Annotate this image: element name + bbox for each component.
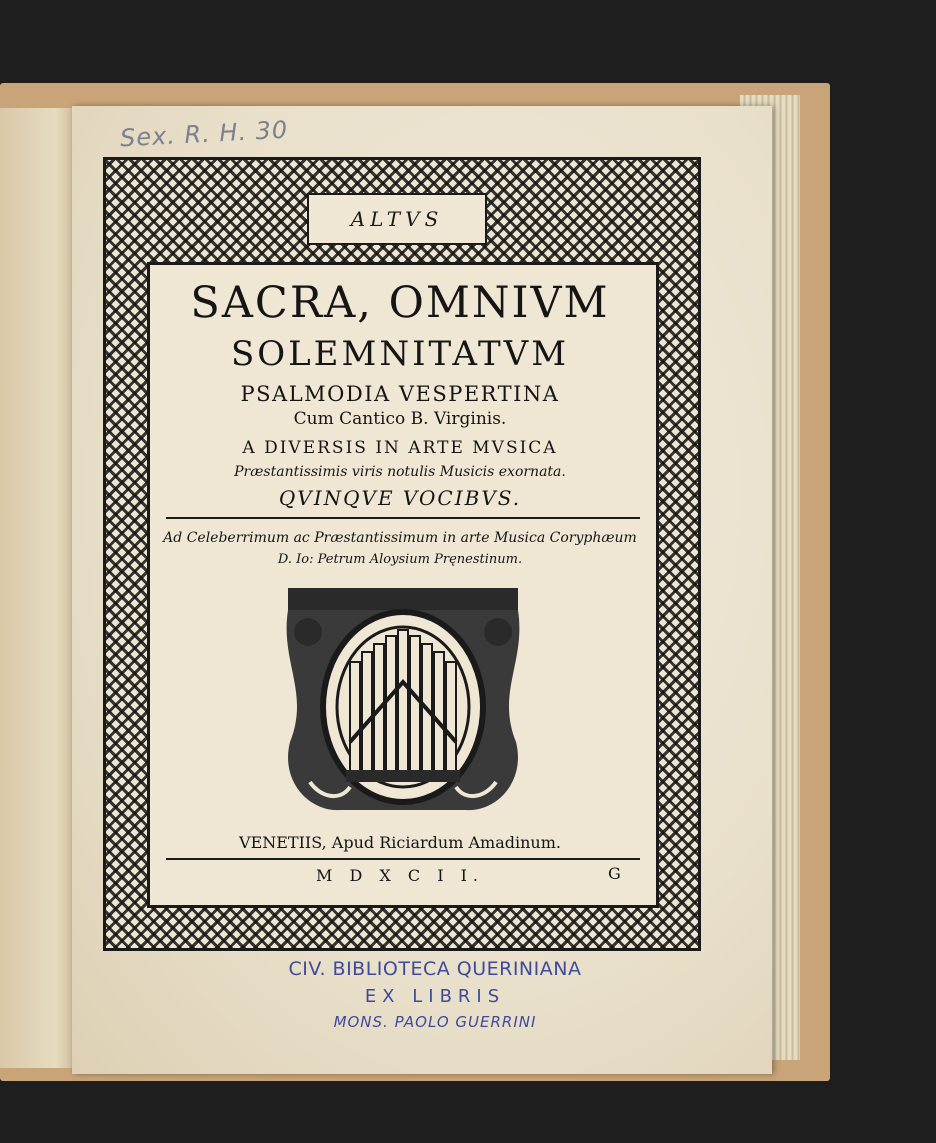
divider-rule-2 bbox=[166, 858, 640, 860]
dedication-line-1: Ad Celeberrimum ac Præstantissimum in arte Musica Coryphæum bbox=[163, 530, 637, 546]
title-line-1: SACRA, OMNIVM bbox=[190, 278, 610, 328]
shelfmark-handwritten: Sex. R. H. 30 bbox=[119, 115, 289, 153]
library-stamp-line-3: MONS. PAOLO GUERRINI bbox=[333, 1013, 537, 1031]
title-line-5: A DIVERSIS IN ARTE MVSICA bbox=[242, 438, 558, 458]
left-page bbox=[0, 108, 78, 1068]
voice-label: ALTVS bbox=[350, 207, 444, 231]
voice-label-box bbox=[307, 193, 487, 245]
dedication-line-2: D. Io: Petrum Aloysium Pręnestinum. bbox=[277, 552, 523, 567]
year-line: M D X C I I. bbox=[316, 866, 484, 885]
printers-device-organ-icon bbox=[280, 582, 526, 822]
library-stamp-line-2: EX LIBRIS bbox=[364, 986, 506, 1007]
imprint-line: VENETIIS, Apud Riciardum Amadinum. bbox=[239, 833, 561, 852]
title-line-3: PSALMODIA VESPERTINA bbox=[240, 382, 560, 406]
title-line-4: Cum Cantico B. Virginis. bbox=[293, 409, 507, 429]
divider-rule bbox=[166, 517, 640, 519]
signature-mark: G bbox=[608, 864, 621, 883]
title-line-7: QVINQVE VOCIBVS. bbox=[278, 486, 522, 510]
title-line-6: Præstantissimis viris notulis Musicis exornata. bbox=[234, 464, 566, 480]
library-stamp-line-1: CIV. BIBLIOTECA QUERINIANA bbox=[288, 958, 582, 980]
title-line-2: SOLEMNITATVM bbox=[230, 334, 570, 374]
